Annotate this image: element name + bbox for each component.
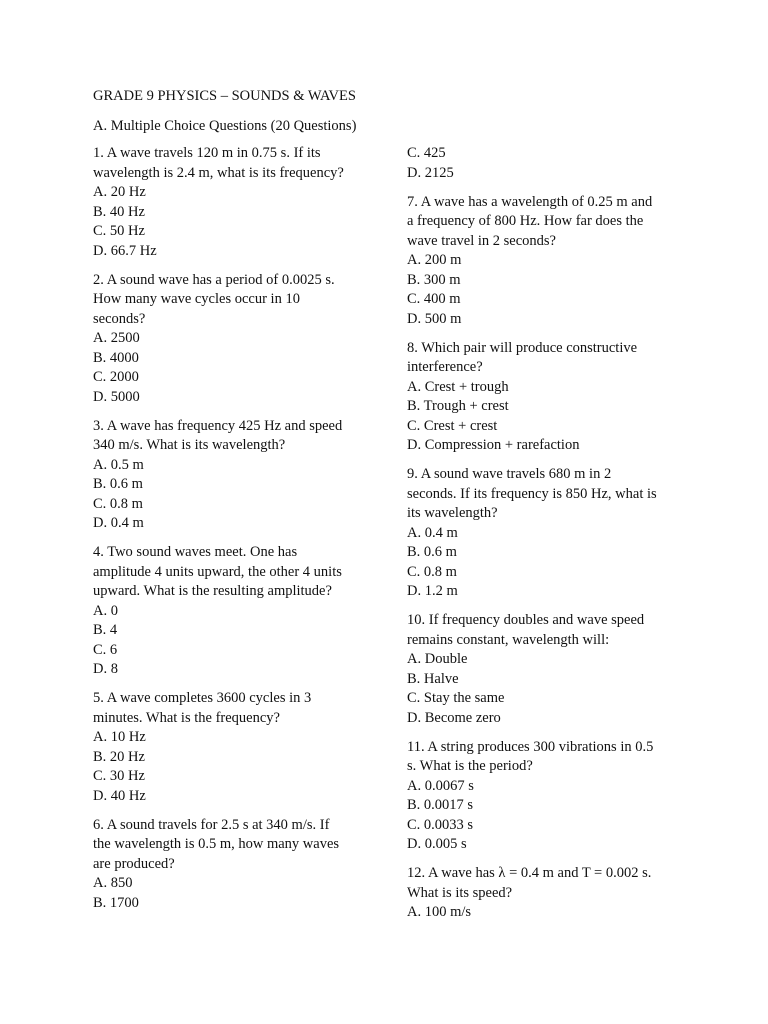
left-column	[93, 144, 383, 923]
answer-option: D. 1.2 m	[407, 583, 458, 599]
question-text: 5. A wave completes 3600 cycles in 3	[93, 690, 312, 706]
question-text: What is its speed?	[407, 884, 513, 901]
question-block	[407, 465, 697, 602]
answer-option: B. 0.6 m	[93, 476, 143, 492]
question-text: wavelength is 2.4 m, what is its frequency?	[93, 164, 344, 181]
answer-option: C. 0.8 m	[93, 495, 143, 512]
answer-option: C. 0.0033 s	[407, 816, 474, 833]
answer-option: D. Compression + rarefaction	[407, 437, 580, 453]
answer-option: A. Double	[407, 651, 468, 667]
answer-option: A. 200 m	[407, 252, 462, 268]
question-block	[407, 193, 697, 330]
document-title: GRADE 9 PHYSICS – SOUNDS & WAVES	[93, 88, 356, 104]
question-text: seconds?	[93, 310, 146, 327]
question-text: the wavelength is 0.5 m, how many waves	[93, 836, 340, 852]
answer-option: D. 66.7 Hz	[93, 242, 157, 259]
right-column	[407, 144, 697, 932]
answer-option: C. 425	[407, 145, 446, 161]
question-block	[93, 816, 383, 914]
question-text: upward. What is the resulting amplitude?	[93, 583, 332, 599]
answer-option: D. 8	[93, 661, 118, 677]
question-text: interference?	[407, 359, 483, 375]
question-text: How many wave cycles occur in 10	[93, 291, 300, 307]
question-text: 3. A wave has frequency 425 Hz and speed	[93, 417, 343, 434]
answer-option: D. 500 m	[407, 310, 462, 327]
answer-option: C. 30 Hz	[93, 768, 145, 784]
question-block	[407, 738, 697, 855]
question-text: 8. Which pair will produce constructive	[407, 339, 638, 356]
answer-option: A. 2500	[93, 330, 140, 346]
answer-option: A. Crest + trough	[407, 378, 509, 395]
section-title: A. Multiple Choice Questions (20 Questions)	[93, 118, 357, 134]
answer-option: C. Crest + crest	[407, 417, 498, 434]
answer-option: D. 0.005 s	[407, 836, 467, 852]
answer-option: D. 5000	[93, 388, 140, 405]
question-block	[407, 144, 697, 183]
answer-option: A. 0.4 m	[407, 524, 458, 541]
question-block	[407, 339, 697, 456]
question-text: a frequency of 800 Hz. How far does the	[407, 213, 644, 229]
answer-option: B. 20 Hz	[93, 748, 145, 765]
question-text: 7. A wave has a wavelength of 0.25 m and	[407, 193, 653, 210]
question-text: 2. A sound wave has a period of 0.0025 s.	[93, 271, 335, 288]
answer-option: C. Stay the same	[407, 690, 505, 706]
question-text: are produced?	[93, 855, 175, 872]
question-text: 6. A sound travels for 2.5 s at 340 m/s. If	[93, 816, 330, 833]
answer-option: B. 4000	[93, 349, 139, 366]
question-block	[93, 689, 383, 806]
question-text: 12. A wave has λ = 0.4 m and T = 0.002 s.	[407, 865, 652, 881]
answer-option: B. 0.6 m	[407, 544, 457, 560]
question-text: remains constant, wavelength will:	[407, 631, 610, 648]
answer-option: A. 850	[93, 875, 133, 891]
question-block	[93, 543, 383, 680]
answer-option: B. 40 Hz	[93, 203, 145, 220]
answer-option: B. 300 m	[407, 271, 461, 288]
question-text: s. What is the period?	[407, 758, 533, 774]
answer-option: A. 0	[93, 602, 118, 619]
answer-option: D. 0.4 m	[93, 515, 144, 531]
question-block	[93, 417, 383, 534]
question-text: 11. A string produces 300 vibrations in 0.5	[407, 738, 654, 755]
answer-option: C. 50 Hz	[93, 223, 145, 239]
answer-option: C. 0.8 m	[407, 563, 457, 580]
answer-option: D. 40 Hz	[93, 787, 146, 804]
answer-option: A. 0.5 m	[93, 456, 144, 473]
question-text: wave travel in 2 seconds?	[407, 232, 556, 249]
answer-option: D. Become zero	[407, 709, 501, 726]
question-text: 1. A wave travels 120 m in 0.75 s. If its	[93, 145, 321, 161]
question-text: 4. Two sound waves meet. One has	[93, 544, 298, 560]
question-text: minutes. What is the frequency?	[93, 709, 280, 726]
answer-option: A. 100 m/s	[407, 904, 472, 920]
answer-option: C. 6	[93, 641, 118, 658]
question-text: amplitude 4 units upward, the other 4 units	[93, 563, 342, 580]
answer-option: B. Halve	[407, 670, 459, 687]
answer-option: A. 10 Hz	[93, 729, 146, 745]
answer-option: C. 400 m	[407, 291, 461, 307]
question-text: 10. If frequency doubles and wave speed	[407, 612, 645, 628]
question-text: 9. A sound wave travels 680 m in 2	[407, 466, 612, 482]
question-text: its wavelength?	[407, 505, 498, 521]
question-text: 340 m/s. What is its wavelength?	[93, 437, 286, 453]
question-block	[407, 864, 697, 923]
answer-option: A. 20 Hz	[93, 184, 146, 200]
answer-option: B. 0.0017 s	[407, 797, 474, 813]
question-block	[93, 271, 383, 408]
question-text: seconds. If its frequency is 850 Hz, what is	[407, 485, 657, 502]
answer-option: D. 2125	[407, 164, 454, 181]
answer-option: C. 2000	[93, 369, 139, 385]
question-block	[407, 611, 697, 728]
answer-option: B. 1700	[93, 894, 139, 911]
answer-option: B. 4	[93, 622, 118, 638]
question-block	[93, 144, 383, 261]
answer-option: B. Trough + crest	[407, 398, 509, 414]
answer-option: A. 0.0067 s	[407, 777, 474, 794]
